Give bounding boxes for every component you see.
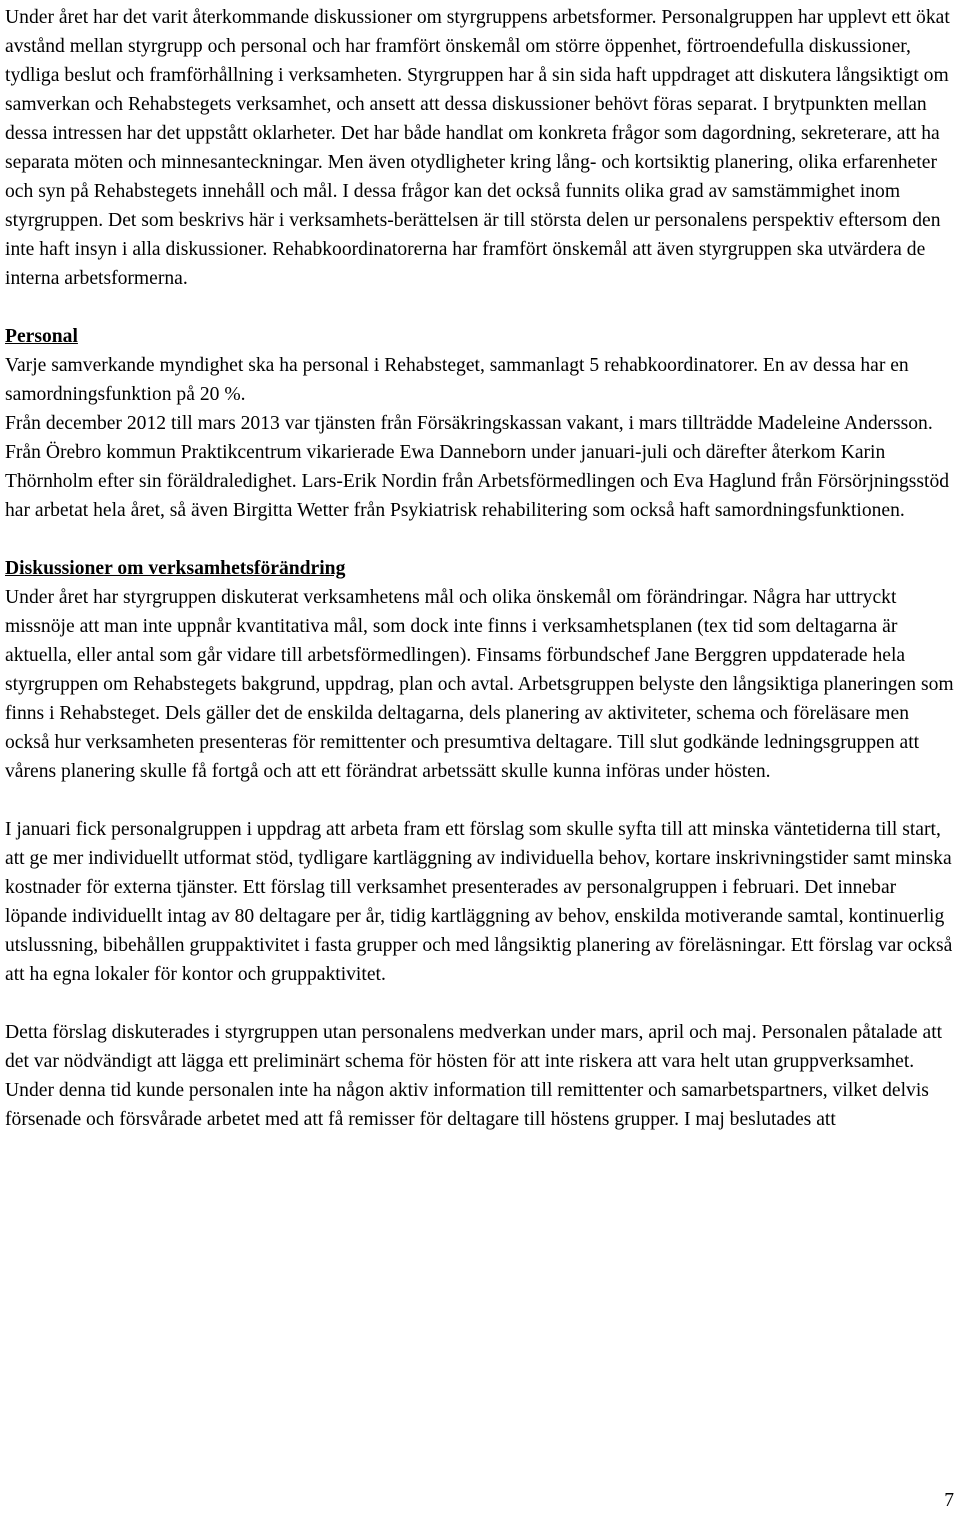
intro-paragraph: Under året har det varit återkommande diskussioner om styrgruppens arbetsformer. Personalgruppen har upplevt ett ökat avstånd mellan styrgrupp och personal och har framfört önskemål om större öppenhet, förtroendefulla diskussioner, tydliga beslut och framförhållning i verksamheten. Styrgruppen har å sin sida haft uppdraget att diskutera långsiktigt om samverkan och Rehabstegets verksamhet, och ansett att dessa diskussioner behövt föras separat. I brytpunkten mellan dessa intressen har det uppstått oklarheter. Det har både handlat om konkreta frågor som dagordning, sekreterare, att ha separata möten och minnesanteckningar. Men även otydligheter kring lång- och kortsiktig planering, olika erfarenheter och syn på Rehabstegets innehåll och mål. I dessa frågor kan det också funnits olika grad av samstämmighet inom styrgruppen. Det som beskrivs här i verksamhets-berättelsen är till största delen ur personalens perspektiv eftersom den inte haft insyn i alla diskussioner. Rehabkoordinatorerna har framfört önskemål att även styrgruppen ska utvärdera de interna arbetsformerna. <box>5 7 950 289</box>
discussion-heading: Diskussioner om verksamhetsförändring <box>5 558 346 579</box>
page-number: 7 <box>944 1490 954 1511</box>
personal-heading: Personal <box>5 326 78 347</box>
personal-paragraph-1: Varje samverkande myndighet ska ha personal i Rehabsteget, sammanlagt 5 rehabkoordinatorer. En av dessa har en samordningsfunktion på 20 %. <box>5 355 909 405</box>
january-paragraph: I januari fick personalgruppen i uppdrag att arbeta fram ett förslag som skulle syfta till att minska väntetiderna till start, att ge mer individuellt utformat stöd, tydligare kartläggning av individuella behov, kortare inskrivningstider samt minska kostnader för externa tjänster. Ett förslag till verksamhet presenterades av personalgruppen i februari. Det innebar löpande individuellt intag av 80 deltagare per år, tidig kartläggning av behov, enskilda motiverande samtal, kontinuerlig utslussning, bibehållen gruppaktivitet i fasta grupper och med långsiktig planering av föreläsningar. Ett förslag var också att ha egna lokaler för kontor och gruppaktivitet. <box>5 819 953 985</box>
document-body <box>5 3 957 1134</box>
personal-paragraph-2: Från december 2012 till mars 2013 var tjänsten från Försäkringskassan vakant, i mars tillträdde Madeleine Andersson. Från Örebro kommun Praktikcentrum vikarierade Ewa Danneborn under januari-juli och därefter återkom Karin Thörnholm efter sin föräldraledighet. Lars-Erik Nordin från Arbetsförmedlingen och Eva Haglund från Försörjningsstöd har arbetat hela året, så även Birgitta Wetter från Psykiatrisk rehabilitering som också haft samordningsfunktionen. <box>5 413 950 521</box>
final-paragraph: Detta förslag diskuterades i styrgruppen utan personalens medverkan under mars, april och maj. Personalen påtalade att det var nödvändigt att lägga ett preliminärt schema för hösten för att inte riskera att vara helt utan gruppverksamhet. Under denna tid kunde personalen inte ha någon aktiv information till remittenter och samarbetspartners, vilket delvis försenade och försvårade arbetet med att få remisser för deltagare till höstens grupper. I maj beslutades att <box>5 1022 943 1130</box>
discussion-paragraph: Under året har styrgruppen diskuterat verksamhetens mål och olika önskemål om förändringar. Några har uttryckt missnöje att man inte uppnår kvantitativa mål, som dock inte finns i verksamhetsplanen (tex tid som deltagarna är aktuella, eller antal som går vidare till arbetsförmedlingen). Finsams förbundschef Jane Berggren uppdaterade hela styrgruppen om Rehabstegets bakgrund, uppdrag, plan och avtal. Arbetsgruppen belyste den långsiktiga planeringen som finns i Rehabsteget. Dels gäller det de enskilda deltagarna, dels planering av aktiviteter, schema och föreläsare men också hur verksamheten presenteras för remittenter och presumtiva deltagare. Till slut godkände ledningsgruppen att vårens planering skulle få fortgå och att ett förändrat arbetssätt skulle kunna införas under hösten. <box>5 587 954 782</box>
